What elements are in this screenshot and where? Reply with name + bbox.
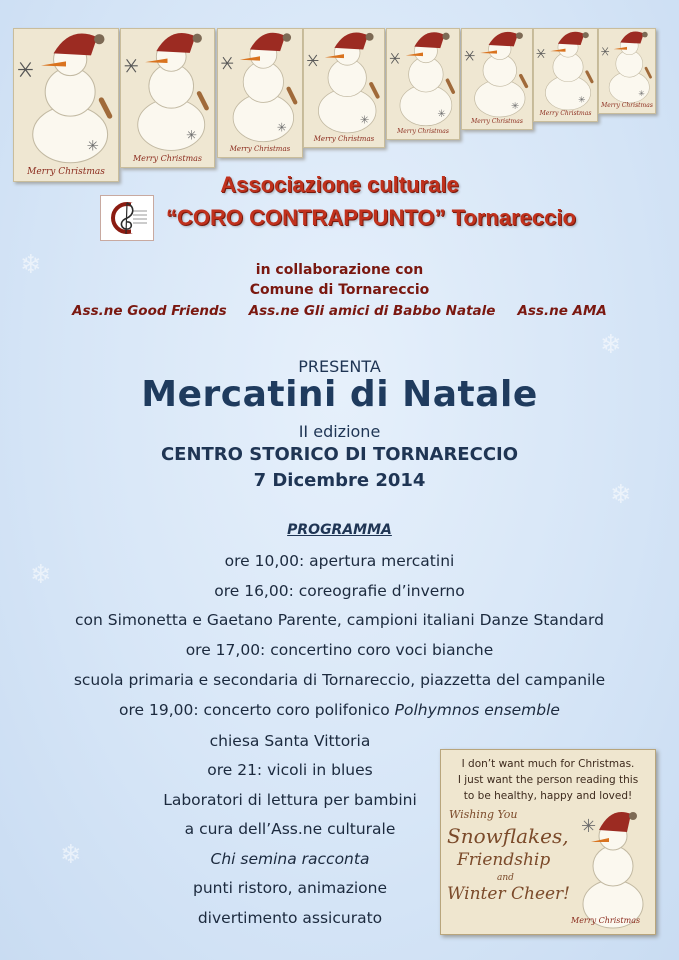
collaboration-line: in collaborazione con [255, 262, 424, 278]
quote-line: I just want the person reading this [457, 774, 639, 786]
event-title: Mercatini di Natale [141, 374, 538, 415]
program-line: divertimento assicurato [197, 909, 383, 927]
program-line: ore 21: vicoli in blues [207, 761, 373, 779]
wish-and: and [497, 873, 514, 883]
program-line: con Simonetta e Gaetano Parente, campioni italiani Danze Standard [75, 611, 604, 629]
program-line [0, 701, 679, 719]
municipality-line: Comune di Tornareccio [249, 282, 430, 298]
snowman-card [13, 28, 119, 182]
svg-text:✳: ✳ [186, 128, 198, 144]
program-line-text: ore 19,00: concerto coro polifonico [119, 701, 395, 719]
svg-text:✳: ✳ [581, 816, 597, 837]
snowman-card [461, 28, 533, 130]
treble-clef-icon [105, 199, 149, 237]
snowman-icon [14, 29, 118, 181]
svg-text:✳: ✳ [578, 95, 586, 106]
snowman-icon [387, 29, 459, 139]
snowman-icon [599, 29, 655, 113]
program-line: chiesa Santa Vittoria [209, 732, 371, 750]
snowflake-icon: ❄ [600, 330, 622, 360]
choir-row [100, 194, 576, 242]
svg-text:✳: ✳ [511, 101, 520, 112]
snowman-card [303, 28, 385, 148]
program-line: ore 10,00: apertura mercatini [224, 552, 455, 570]
choir-name: “CORO CONTRAPPUNTO” Tornareccio [166, 205, 576, 230]
card-caption: Merry Christmas [229, 145, 291, 153]
quote-line: to be healthy, happy and loved! [463, 790, 633, 802]
event-location: CENTRO STORICO DI TORNARECCIO [160, 444, 519, 465]
ensemble-name: Polhymnos ensemble [394, 701, 560, 719]
svg-text:✳: ✳ [276, 120, 287, 135]
card-caption: Merry Christmas [471, 118, 523, 125]
edition-label: II edizione [298, 422, 381, 441]
snowman-card [217, 28, 303, 158]
event-date: 7 Dicembre 2014 [253, 470, 426, 491]
snowman-icon [534, 29, 597, 121]
snowman-icon [462, 29, 532, 129]
snowman-icon [121, 29, 214, 167]
snowflake-icon: ❄ [30, 560, 52, 590]
card-caption: Merry Christmas [601, 102, 653, 109]
card-caption: Merry Christmas [397, 128, 449, 135]
snowman-card [120, 28, 215, 168]
program-line: Chi semina racconta [210, 850, 370, 868]
program-line: ore 16,00: coreografie d’inverno [214, 582, 465, 600]
program-line: scuola primaria e secondaria di Tornareccio, piazzetta del campanile [73, 671, 606, 689]
christmas-quote-card [440, 749, 656, 935]
snowman-icon [218, 29, 302, 157]
wish-snowflakes: Snowflakes, [447, 824, 569, 848]
card-caption: Merry Christmas [313, 135, 375, 143]
snowman-icon [304, 29, 384, 147]
snowman-card [386, 28, 460, 140]
snowman-card [533, 28, 598, 122]
snowflake-icon: ❄ [20, 250, 42, 280]
card-caption: Merry Christmas [27, 167, 105, 177]
program-line: punti ristoro, animazione [193, 879, 387, 897]
association-title: Associazione culturale [220, 172, 459, 197]
snowflake-icon: ❄ [610, 480, 632, 510]
partner-item: Ass.ne Gli amici di Babbo Natale [248, 303, 496, 319]
quote-line: I don’t want much for Christmas. [461, 758, 635, 770]
svg-text:✳: ✳ [86, 138, 100, 155]
svg-text:✳: ✳ [638, 89, 645, 99]
card-caption: Merry Christmas [132, 154, 203, 163]
wishing-label: Wishing You [449, 808, 518, 821]
program-heading: PROGRAMMA [287, 522, 392, 538]
svg-text:✳: ✳ [360, 113, 370, 127]
snowman-card [598, 28, 656, 114]
svg-text:✳: ✳ [437, 108, 446, 121]
partners-row [0, 303, 679, 319]
partner-item: Ass.ne AMA [517, 303, 607, 319]
card-caption: Merry Christmas [539, 110, 592, 117]
program-line: Laboratori di lettura per bambini [163, 791, 417, 809]
presents-label: PRESENTA [298, 357, 381, 376]
wish-friendship: Friendship [457, 850, 551, 870]
card-caption: Merry Christmas [571, 916, 641, 925]
choir-logo [100, 195, 154, 241]
partner-item: Ass.ne Good Friends [72, 303, 227, 319]
wish-winter-cheer: Winter Cheer! [447, 884, 571, 904]
snowman-icon [561, 806, 653, 930]
snowflake-icon: ❄ [60, 840, 82, 870]
program-line: a cura dell’Ass.ne culturale [184, 820, 396, 838]
program-line: ore 17,00: concertino coro voci bianche [185, 641, 494, 659]
